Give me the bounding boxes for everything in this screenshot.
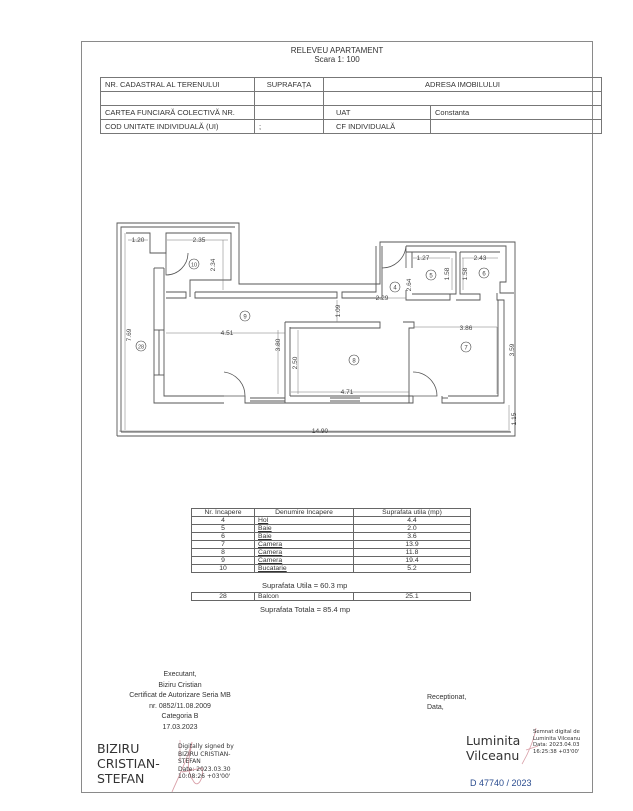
room-number: 28 <box>192 593 255 601</box>
info-cell-uat-label: UAT <box>324 106 431 120</box>
signature-name-line: BIZIRU <box>97 741 140 756</box>
room-area: 4.4 <box>354 517 471 525</box>
receptionist-signature-meta <box>533 729 580 755</box>
document-title: RELEVEU APARTAMENT <box>290 46 384 55</box>
dim-label: 1.58 <box>444 267 451 281</box>
header-room-area: Suprafata utila (mp) <box>354 509 471 517</box>
table-row <box>192 565 471 573</box>
info-cell-cadastral-label: NR. CADASTRAL AL TERENULUI <box>101 78 255 92</box>
signature-meta-line: Date: 2023.03.30 <box>178 765 231 773</box>
table-row <box>192 541 471 549</box>
dim-label: 4.71 <box>340 389 354 396</box>
balcony-table <box>191 592 471 601</box>
useful-area-total: Suprafata Utila = 60.3 mp <box>262 581 348 590</box>
room-number: 4 <box>393 285 397 292</box>
signature-meta-line: Luminita Vilceanu <box>533 735 581 742</box>
info-cell-surface-label: SUPRAFAȚA <box>255 78 324 92</box>
dim-label: 1.09 <box>335 304 342 318</box>
info-cell-uat-value: Constanta <box>431 106 602 120</box>
room-number: 5 <box>429 273 433 280</box>
executant-certificate-number: nr. 0852/11.08.2009 <box>149 702 211 710</box>
dim-label: 2.29 <box>375 295 389 302</box>
dim-label: 3.59 <box>509 343 516 357</box>
signature-meta-line: STEFAN <box>178 758 201 765</box>
info-cell-address-label: ADRESA IMOBILULUI <box>324 78 602 92</box>
room-number: 10 <box>190 262 198 269</box>
dim-label: 14.90 <box>311 428 329 435</box>
dimension-labels <box>126 237 518 435</box>
table-row <box>192 557 471 565</box>
rooms-table <box>191 508 471 573</box>
header-room-number: Nr. Incapere <box>192 509 255 517</box>
signature-meta-line: BIZIRU CRISTIAN- <box>178 750 231 758</box>
signature-name-line: CRISTIAN- <box>97 756 160 771</box>
room-number: 9 <box>192 557 255 565</box>
room-number: 6 <box>482 271 486 278</box>
dim-label: 3.80 <box>275 338 282 352</box>
dim-label: 2.43 <box>473 255 487 262</box>
room-name: Baie <box>255 525 354 533</box>
room-marker-28 <box>136 341 146 351</box>
room-number: 8 <box>192 549 255 557</box>
room-name: Camera <box>255 549 354 557</box>
room-area: 3.6 <box>354 533 471 541</box>
dim-label: 2.64 <box>406 278 413 292</box>
executant-signature-meta <box>178 743 234 781</box>
room-number: 10 <box>192 565 255 573</box>
signature-meta-line: 10:08:26 +03'00' <box>178 773 231 780</box>
room-area: 13.9 <box>354 541 471 549</box>
room-number: 28 <box>137 344 145 351</box>
info-cell-ui-value: ; <box>255 120 324 134</box>
dim-label: 1.27 <box>416 255 430 262</box>
signature-meta-line: Digitally signed by <box>178 743 234 750</box>
table-row <box>192 549 471 557</box>
room-name: Bucatarie <box>255 565 354 573</box>
room-marker-9 <box>240 311 250 321</box>
receptionist-label: Receptionat, <box>427 694 467 701</box>
table-row <box>192 593 471 601</box>
signature-name-line: Vilceanu <box>466 748 520 763</box>
receptionist-block <box>427 693 466 712</box>
signature-name-line: Luminita <box>466 733 521 748</box>
room-marker-10 <box>189 259 199 269</box>
room-area: 5.2 <box>354 565 471 573</box>
dim-label: 2.34 <box>210 258 217 272</box>
room-name: Baie <box>255 533 354 541</box>
signature-meta-line: Data: 2023.04.03 <box>533 742 580 749</box>
room-area: 25.1 <box>354 593 471 601</box>
grand-area-total: Suprafata Totala = 85.4 mp <box>260 605 351 614</box>
room-marker-7 <box>461 342 471 352</box>
room-name: Balcon <box>255 593 354 601</box>
info-cell-cf-individual-label: CF INDIVIDUALĂ <box>324 120 431 134</box>
floor-plan-walls <box>117 223 515 436</box>
room-number: 7 <box>192 541 255 549</box>
room-number: 5 <box>192 525 255 533</box>
room-area: 19.4 <box>354 557 471 565</box>
table-row <box>192 525 471 533</box>
executant-name: Biziru Cristian <box>158 681 202 689</box>
room-name: Hol <box>255 517 354 525</box>
room-number: 9 <box>243 314 247 321</box>
room-number: 4 <box>192 517 255 525</box>
room-number: 8 <box>352 358 356 365</box>
dim-label: 4.51 <box>220 330 234 337</box>
dim-label: 2.35 <box>192 237 206 244</box>
room-marker-6 <box>479 268 489 278</box>
executant-date: 17.03.2023 <box>162 723 198 731</box>
room-markers <box>136 259 489 365</box>
room-marker-4 <box>390 282 400 292</box>
dim-label: 1.58 <box>462 267 469 281</box>
room-area: 2.0 <box>354 525 471 533</box>
dim-label: 1.15 <box>511 412 518 426</box>
table-row <box>192 517 471 525</box>
room-name: Camera <box>255 541 354 549</box>
receptionist-date-label: Data, <box>427 703 444 711</box>
executant-category: Categoria B <box>161 713 199 720</box>
header-room-name: Denumire Incapere <box>255 509 354 517</box>
room-name: Camera <box>255 557 354 565</box>
dim-label: 7.69 <box>126 328 133 342</box>
room-marker-5 <box>426 270 436 280</box>
signature-name-line: STEFAN <box>97 771 145 786</box>
signature-meta-line: 16:25:38 +03'00' <box>533 748 580 755</box>
room-area: 11.8 <box>354 549 471 557</box>
executant-block <box>110 670 250 733</box>
dim-label: 1.20 <box>131 237 145 244</box>
room-marker-8 <box>349 355 359 365</box>
info-cell-cf-label: CARTEA FUNCIARĂ COLECTIVĂ NR. <box>101 106 255 120</box>
rooms-table-header <box>192 509 471 517</box>
executant-label: Executant, <box>163 671 197 678</box>
document-scale: Scara 1: 100 <box>314 55 360 64</box>
table-row <box>192 533 471 541</box>
signature-meta-line: Semnat digital de <box>533 729 580 735</box>
room-number: 7 <box>464 345 468 352</box>
executant-certificate: Certificat de Autorizare Seria MB <box>129 692 231 699</box>
info-cell-ui-label: COD UNITATE INDIVIDUALĂ (UI) <box>101 120 255 134</box>
receptionist-signature-name <box>466 733 520 763</box>
room-number: 6 <box>192 533 255 541</box>
dim-label: 3.86 <box>459 325 473 332</box>
dim-label: 2.50 <box>292 356 299 370</box>
dimension-lines <box>119 233 510 431</box>
executant-signature-name <box>97 741 160 786</box>
document-number: D 47740 / 2023 <box>470 778 532 788</box>
